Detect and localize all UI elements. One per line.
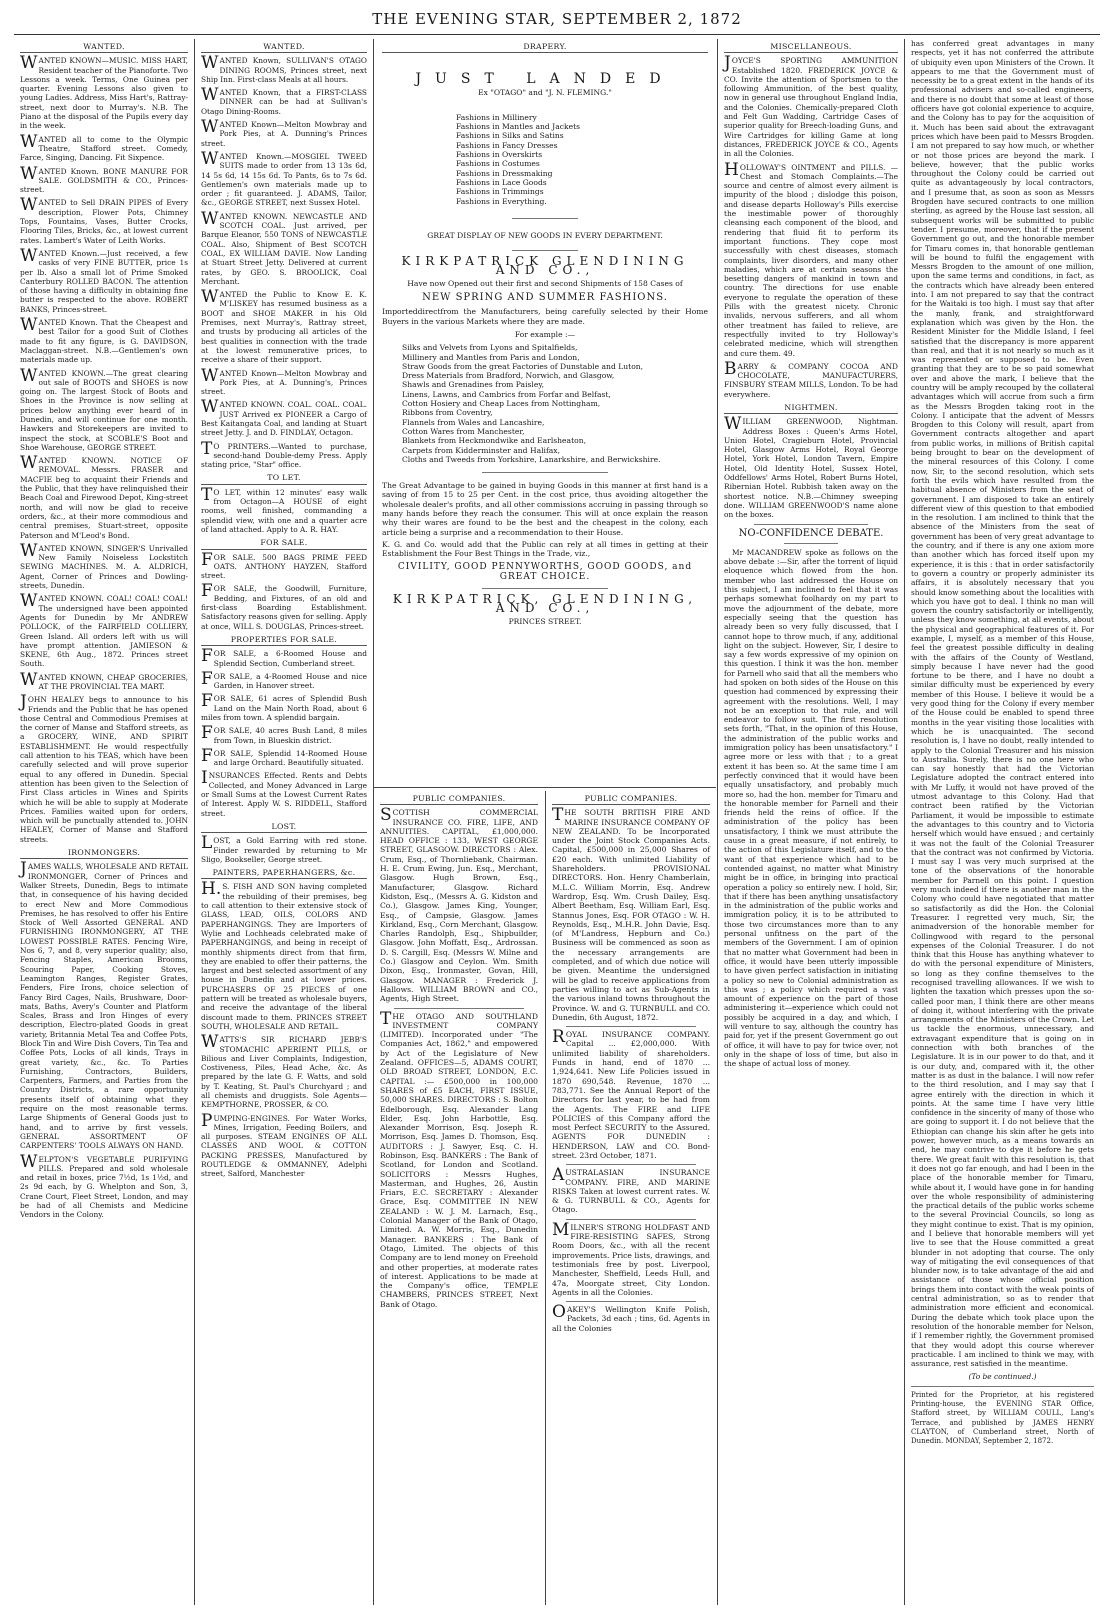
section-heading: MISCELLANEOUS.	[724, 42, 898, 53]
horizontal-rule	[374, 787, 716, 788]
advert-block	[201, 646, 367, 668]
advert-block	[20, 53, 188, 131]
section-heading: PUBLIC COMPANIES.	[380, 794, 538, 805]
goods-list	[402, 343, 708, 464]
advert-block	[724, 53, 898, 159]
advert-block	[201, 397, 367, 438]
advert: WANTED the Public to Know E. K. M'LISKEY has resumed business as a BOOT and SHOE MAKER in his Old Premises, next Murray's, Rattray street, and trusts by producing all articles of the best qualities in connection with the trade at the lowest remunerative prices, to receive a share of their support.	[201, 287, 367, 365]
advert-block	[20, 195, 188, 245]
advert: INSURANCES Effected. Rents and Debts Collected, and Money Advanced in Large or Small Sums at the Lowest Current Rates of Interest. Apply W. S. RIDDELL, Stafford street.	[201, 768, 367, 818]
debate-continued-text: has conferred great advantages in many respects, yet it has not conferred the attribute of ubiquity even upon Ministers of the Crown. It appears to me that the Government must of necessity be to a great extent in the hands of its professional advisers and so-called engineers, and there is no doubt that some at least of those officers have got colonial experience to acquire, and the Colony has to pay for the acquisition of it. Much has been said about the extravagant prices which have been paid to Messrs Brogden. I am not prepared to say how much, or whether or not those prices are beyond the mark. I believe, however, that the public works throughout the Colony could be carried out quite as advantageously by local contractors, and I presume that, as soon as soon as Messrs Brogden have secured contracts to one million sterling, as agreed by the House last session, all subsequent works will be submitted to public tender. I presume, moreover, that if the present Government go out, and the honorable member for Timaru comes in, that honorable gentleman will be bound to fulfil the engagement with Messrs Brogden to the amount of one million, upon the same terms and conditions, in fact, as the contracts which have already been entered into. I am not prepared to say that the contract for the Waitaki is too high. I must say that after the manly, frank, and straightforward explanation which was given by the Hon. the Resident Minister for the Middle Island, I feel satisfied that the discrepancy is more apparent than real, and that it is not nearly so much as it was represented or supposed to be. Even granting that they are to be so paid somewhat over and above the mark, I believe that the country will be amply recouped by the collateral advantages which will accrue from such a firm as the Messrs Brogden taking root in the Colony. I anticipate that the advent of Messrs Brogden to this Colony will result, apart from Government contracts altogether and apart from public works, in millions of British capital being brought to bear on the development of the mineral resources of this Colony. I come now, Sir, to the second resolution, which sets forth the evils which have resulted from the habitual absence of Ministers from the seat of government. I am disposed to take an entirely different view of this question to that embodied in the resolution. I am inclined to think that the absence of the Ministers from the seat of government has been of very great advantage to the country, and if there is any one axiom more than another which has forced itself upon my experience, it is this : that in order satisfactorily to govern a country or properly administer its affairs, it is absolutely necessary that you should know something about the localities with which you have got to deal. I think no man will govern the country satisfactorily or intelligently, unless they know something, at all events, about the physical and geographical features of it. For example, I, myself, as a member of this House, feel the greatest possible difficulty in dealing with the affairs of the County of Westland, simply because I have never had the good fortune to be there, and I have no doubt a similar difficulty must be experienced by every member of this House. I believe it would be a very good thing for the Colony if every member of the House could be enabled to spend three months in the year visiting those localities with which he is unacquainted. The second resolution is, I have no doubt, really intended to apply to the Colonial Treasurer and his mission to Australia. Surely, there is no one here who can say honestly that had the Victorian Legislature adopted the contract entered into with Mr Luffy, it would not have proved of the utmost advantage to this Colony. Had that contract been ratified by the Victorian Parliament, it would be impossible to estimate the advantages to this country and to Victoria herself which would have ensued ; and certainly it was not the fault of the Colonial Treasurer that the contract was not confirmed by Victoria. I must say I was very much surprised at the tone of the observations of the honorable member for Parnell on this point. I question very much indeed if there is another man in the Colony who could have negotiated that matter so satisfactorily as did the Hon. the Colonial Treasurer. I regretted very much, Sir, the animadversion of the honorable member for Collingwood with regard to the personal expenses of the Colonial Treasurer. I do not think that this House has anything whatever to do with the personal expenditure of Ministers, so long as they confine themselves to the recognised travelling allowances. If we wish to lighten the taxation which presses upon the so-called poor man, I think there are other means of doing it, without interfering with the private arrangements of the Ministers of the Crown. Let us tackle the enormous, unnecessary, and extravagant expenditure that is going on in connection with both branches of the Legislature. It is in our power to do that, and it is our duty, and, compared with it, the other matter is as dust in the balance. I will now refer to the third resolution, and I may say that I agree entirely with the direction in which it points. At the same time I have very little confidence in the sincerity of many of those who are going to support it. I do not believe that the Ethiopian can change his skin after he gets into power, however much, as a means towards an end, he may contrive to dye it before he gets there. We great fault with this resolution is, that it does not go far enough, and had I been in the place of the honorable member for Timaru, while about it, I would have gone in for handing over the whole responsibility of administering the practical details of the public works scheme to the several Provincial Councils, so long as they might continue to exist. That is my opinion, and I believe that honorable members will yet live to see that the House committed a great blunder in not adopting that course. The only way of mitigating the evil consequences of that blunder now, is to take advantage of the aid and assistance of those whose official position brings them into contact with the weak points of central administration, so as to render that administration more efficient and economical. During the debate which took place upon the resolution of the honorable member for Nelson, if I remember rightly, the Government promised that they would adopt this course wherever practicable. I am inclined to think we may, with assurance, rest satisfied in the meantime.	[911, 39, 1094, 1369]
advert: AUSTRALASIAN INSURANCE COMPANY. FIRE, AND MARINE RISKS Taken at lowest current rates. W. & G. TURNBULL & CO., Agents for Otago.	[552, 1165, 710, 1215]
just-landed-heading: JUST LANDED	[415, 71, 675, 88]
goods-item: Linens, Lawns, and Cambrics from Forfar and Belfast,	[402, 389, 611, 399]
advert-block	[20, 131, 188, 163]
advert-block	[201, 1032, 367, 1110]
advert-block	[201, 85, 367, 116]
advert-block	[20, 245, 188, 314]
advert: LOST, a Gold Earring with red stone. Finder rewarded by returning to Mr Sligo, Bookseller, George street.	[201, 833, 367, 864]
goods-item: Flannels from Wales and Lancashire,	[402, 417, 545, 427]
section-heading: NIGHTMEN.	[724, 403, 898, 414]
advert: SCOTTISH COMMERCIAL INSURANCE CO. FIRE, LIFE, AND ANNUITIES. CAPITAL, £1,000,000. HEAD OFFICE : 133, WEST GEORGE STREET, GLASGOW. DIRECTORS : Alex. Crum, Esq., of Thornliebank, Chairman. H. E. Crum Ewing, Jun. Esq., Merchant, Glasgow. Hugh Brown, Esq., Manufacturer, Glasgow. Richard Kidston, Esq., (Messrs A. G. Kidston and Co.), Glasgow. James King, Younger, Esq., of Campsie, Glasgow. James Kirkland, Esq., Corn Merchant, Glasgow. Charles Randolph, Esq., Shipbuilder, Glasgow. John Moffatt, Esq., Ardrossan. D. S. Cargill, Esq. (Messrs W. Milne and Co.) Glasgow and Ceylon. Wm. Smith Dixon, Esq., Ironmaster, Govan, Hill, Glasgow. MANAGER : Frederick J. Hallows. WILLIAM BROWN and CO., Agents, High Street.	[380, 805, 538, 1004]
advert-block	[201, 549, 367, 581]
fashion-item: Fashions in Everything.	[456, 196, 547, 206]
goods-item: Cloths and Tweeds from Yorkshire, Lanarkshire, and Berwickshire.	[402, 454, 661, 464]
advert: FOR SALE, 40 acres Bush Land, 8 miles from Town, in Blueskin district.	[201, 723, 367, 745]
public-companies-1	[374, 791, 544, 1601]
advert: WATTS'S SIR RICHARD JEBB'S STOMACHIC APERIENT PILLS, or Bilious and Liver Complaints, Indigestion, Costiveness, Piles, Head Ache, &c. As prepared by the late G. F. Watts, and sold by T. Keating, St. Paul's Churchyard ; and all chemists and druggists. Sole Agents—KEMPTHORNE, PROSSER, & CO.	[201, 1032, 367, 1110]
section-heading: WANTED.	[201, 42, 367, 53]
section-heading: PUBLIC COMPANIES.	[552, 794, 710, 805]
fashion-item: Fashions in Silks and Satins	[456, 131, 564, 141]
advert-block	[20, 692, 188, 844]
advert-block	[201, 438, 367, 470]
goods-item: Millinery and Mantles from Paris and London,	[402, 352, 580, 362]
public-companies-2	[546, 791, 716, 1601]
advert: WANTED Known, that a FIRST-CLASS DINNER can be had at Sullivan's Otago Dining-Rooms.	[201, 85, 367, 116]
advert-block	[201, 879, 367, 1031]
advert: MILNER'S STRONG HOLDFAST AND FIRE-RESISTING SAFES, Strong Room Doors, &c., with all the recent improvements. Price lists, drawings, and testimonials free by post. Liverpool, Manchester, Sheffield, Leeds Hull, and 47a, Moorgate street, City London. Agents in all the Colonies.	[552, 1219, 710, 1297]
advert: OAKEY'S Wellington Knife Polish, Packets, 3d each ; tins, 6d. Agents in all the Colonies	[552, 1302, 710, 1333]
section-heading: PAINTERS, PAPERHANGERS, &c.	[201, 868, 367, 879]
fashion-item: Fashions in Mantles and Jackets	[456, 122, 581, 132]
advert: JAMES WALLS, WHOLESALE AND RETAIL IRONMONGER, Corner of Princes and Walker Streets, Dunedin, Begs to intimate that, in consequence of his having decided to erect New and More Commodious Premises, he has resolved to offer his Entire Stock of Well Assorted GENERAL AND FURNISHING IRONMONGERY, AT THE LOWEST POSSIBLE RATES. Fencing Wire, Nos 6, 7, and 8, very superior quality; also, Fencing Staples, American Brooms, Scouring Paper, Cooking Stoves, Leamington Ranges, Register Grates, Fenders, Fire Irons, choice selection of Fancy Bird Cages, Nails, Brushware, Door-mats, Baths, Avery's Counter and Platform Scales, Brass and Iron Hinges of every description, Electro-plated Goods in great variety, Britannia Metal Tea and Coffee Pots, Block Tin and Wire Dish Covers, Tin Tea and Coffee Pots, Locks of all kinds, Trays in great variety, &c., &c. To Parties Furnishing, Contractors, Builders, Carpenters, Farmers, and Parties from the Country Districts, a rare opportunity presents itself of obtaining what they require on the most reasonable terms. Large Shipments of General Goods just to hand, and to arrive by first vessels. GENERAL ASSORTMENT OF CARPENTERS' TOOLS ALWAYS ON HAND.	[20, 859, 188, 1151]
fashion-item: Fashions in Millinery	[456, 112, 537, 122]
advert-block	[20, 315, 188, 365]
advert-block	[201, 53, 367, 84]
advert: FOR SALE, 61 acres of Splendid Bush Land on the Main North Road, about 6 miles from town. A splendid bargain.	[201, 691, 367, 722]
advert: WANTED KNOWN, CHEAP GROCERIES, AT THE PROVINCIAL TEA MART.	[20, 669, 188, 691]
kg-new: NEW SPRING AND SUMMER FASHIONS.	[422, 292, 668, 304]
advert-block	[724, 159, 898, 358]
for-example: For example :—	[514, 329, 576, 339]
goods-item: Blankets from Heckmondwike and Earlsheaton,	[402, 436, 587, 446]
advert: TO LET, within 12 minutes' easy walk from Octagon—A HOUSE of eight rooms, well finished, commanding a splendid view, with one and a quarter acre of land attached. Apply to A. R. HAY.	[201, 484, 367, 534]
fashions-list	[456, 113, 708, 206]
section-heading: TO LET.	[201, 473, 367, 484]
goods-item: Straw Goods from the great Factories of Dunstable and Luton,	[402, 361, 644, 371]
advert: FOR SALE, Splendid 14-Roomed House and large Orchard. Beautifully situated.	[201, 745, 367, 768]
advert-block	[724, 358, 898, 399]
advert: WANTED to Sell DRAIN PIPES of Every description, Flower Pots, Chimney Tops, Fountains, Vases, Butter Crocks, Flooring Tiles, Bricks, &c., at lowest current rates. Lambert's Water of Leith Works.	[20, 195, 188, 245]
advert: WANTED Known—Melton Mowbray and Pork Pies, at A. Dunning's, Princes street.	[201, 365, 367, 397]
advert: JOHN HEALEY begs to announce to his Friends and the Public that he has opened those Central and Commodious Premises at the corner of Manse and Stafford streets, as a GROCERY, WINE, AND SPIRIT ESTABLISHMENT. He would respectfully call attention to his TEAS, which have been carefully selected and will prove superior equal to any offered in Dunedin. Special attention has been given to the Selection of First Class articles in Wines and Spirits which he will be able to supply at Moderate Prices. Families waited upon for orders, which will be punctually attended to. JOHN HEALEY, Corner of Manse and Stafford streets.	[20, 692, 188, 844]
goods-item: Shawls and Grenadines from Paisley,	[402, 380, 545, 390]
fashion-item: Fashions in Costumes	[456, 159, 540, 169]
advert: THE OTAGO AND SOUTHLAND INVESTMENT COMPANY (LIMITED). Incorporated under "The Companies Act, 1862," and empowered by Act of the Legislature of New Zealand. OFFICES—5, ADAMS COURT, OLD BROAD STREET, LONDON, E.C. CAPITAL :— £500,000 in 100,000 SHARES of £5 EACH, FIRST ISSUE, 50,000 SHARES. DIRECTORS : S. Bolton Edelborough, Esq. Alexander Lang Elder, Esq. John Harbottle, Esq. Alexander Morrison, Esq. Joseph R. Morrison, Esq. James D. Thomson, Esq. AUDITORS : J. Sawyer, Esq. C. H. Robinson, Esq. BANKERS : The Bank of Scotland, for London and Scotland. SOLICITORS : Messrs Hughes, Masterman, and Hughes, 26, Austin Friars, E.C. SECRETARY : Alexander Grace, Esq. COMMITTEE IN NEW ZEALAND : W. J. M. Larnach, Esq., Colonial Manager of the Bank of Otago, Limited. A. W. Morris, Esq., Dunedin Manager. BANKERS : The Bank of Otago, Limited. The objects of this Company are to lend money on Freehold and other properties, at moderate rates of interest. Applications to be made at the Company's office, TEMPLE CHAMBERS, PRINCES STREET, Next Bank of Otago.	[380, 1008, 538, 1309]
advert: FOR SALE, the Goodwill, Furniture, Bedding, and Fixtures, of an old and first-class Boarding Establishment. Satisfactory reasons given for selling. Apply at once, WILL S. DOUGLAS, Princes-street.	[201, 581, 367, 631]
advert: FOR SALE, a 6-Roomed House and Splendid Section, Cumberland street.	[201, 646, 367, 668]
section-heading: FOR SALE.	[201, 538, 367, 549]
advert-block	[201, 691, 367, 722]
goods-item: Ribbons from Coventry,	[402, 408, 493, 418]
fashion-item: Fashions in Overskirts	[456, 150, 543, 160]
goods-item: Dress Materials from Bradford, Norwich, and Glasgow,	[402, 371, 615, 381]
advert: WANTED KNOWN. NOTICE OF REMOVAL. Messrs. FRASER and MACFIE beg to acquaint their Friends and the Public, that they have relinquished their Beach Coal and Firewood Depot, King-street north, and will now be glad to receive orders, &c., at their more commodious and central premises, Stuart-street, opposite Paterson and M'Leod's Bond.	[20, 453, 188, 540]
advert-block	[201, 148, 367, 208]
advert: WANTED KNOWN. COAL! COAL! COAL! The undersigned have been appointed Agents for Dunedin by Mr ANDREW POLLOCK, of the FAIRFIELD COLLIERY, Green Island. All orders left with us will have prompt attention. JAMIESON & SKENE, 6th Aug., 1872. Princes street South.	[20, 591, 188, 669]
imprint: Printed for the Proprietor, at his registered Printing-house, the EVENING STAR Office, Stafford street, by WILLIAM COULL, Lang's Terrace, and published by JAMES HENRY CLAYTON, of Cumberland street, North of Dunedin. MONDAY, September 2, 1872.	[911, 1390, 1094, 1446]
advert: PUMPING-ENGINES. For Water Works, Mines, Irrigation, Feeding Boilers, and all purposes. STEAM ENGINES OF ALL CLASSES AND WOOL & COTTON PACKING PRESSES, Manufactured by ROUTLEDGE & OMMANNEY, Adelphi street, Salford, Manchester	[201, 1110, 367, 1179]
debate-text: Mr MACANDREW spoke as follows on the above debate :—Sir, after the torrent of liquid eloquence which flowed from the hon. member who last addressed the House on this subject, I am inclined to feel that it was perhaps somewhat foolhardy on my part to move the adjournment of the debate, more especially seeing that the question has already been so very fully discussed, that I cannot hope to throw much, if any, additional light on the subject. However, Sir, I desire to say a few words expressive of my opinion on this question. I think it was the hon. member for Parnell who said that all the members who had spoken on both sides of the House on this question had commenced by expressing their agreement with the resolutions. Well, I may not be an exception to that rule, and will endeavor to follow suit. The first resolution sets forth, "That, in the opinion of this House, the administration of the public works and immigration policy has been unsatisfactory." I agree more or less with that ; to a great extent it has been so. At the same time I am perfectly convinced that it would have been equally unsatisfactory, and probably much more so, had the hon. member for Timaru and the honorable member for Parnell and their friends held the reins of office. If the administration of the policy has been unsatisfactory, I think we must attribute the cause in a great measure, if not entirely, to the action of this Legislature itself, and to the want of that experience which had to be contended against, no matter what Ministry might be in office, in bringing into practical operation a policy so entirely new. I hold, Sir, that if there has been anything unsatisfactory in the administration of the public works and immigration policy, it is to be attributed to those two circumstances more than to any personal unfitness on the part of the members of the Government. I am of opinion that no matter what Government had been in office, it would have been utterly impossible to have given perfect satisfaction in initiating a policy so new to Colonial administration as this was ; a policy which required a vast amount of experience on the part of those administering it—experience which could not possibly be acquired in a day, and which, I will venture to say, although the country has paid for, yet if the present Government go out of office, it will have to pay for twice over, not only in the shape of loss of time, but also in the shape of actual loss of money.	[724, 547, 898, 1069]
ex-line: Ex "OTAGO" and "J. N. FLEMING."	[478, 87, 612, 97]
advert: TO PRINTERS.—Wanted to purchase, second-hand Double-demy Press. Apply stating price, "Star" office.	[201, 438, 367, 470]
advert-block	[201, 365, 367, 397]
column-wanted-1	[14, 39, 194, 1605]
advert: WANTED KNOWN.—The great clearing out sale of BOOTS and SHOES is now going on. The largest Stock of Boots and Shoes in the Province is now selling at prices below anything ever heard of in Dunedin, and will continue for one month. Hawkers and Storekeepers are invited to inspect the stock, at SCOBLE'S Boot and Shoe Warehouse, GEORGE STREET.	[20, 365, 188, 452]
advert: ROYAL INSURANCE COMPANY. Capital ... £2,000,000. With unlimited liability of shareholders. Funds in hand, end of 1870 ... 1,924,641. New Life Policies issued in 1870 690,548. Revenue, 1870 ... 783,771. See the Annual Report of the Directors for last year, to be had from the Agents. The FIRE and LIFE POLICIES of this Company afford the most Perfect SECURITY to the Assured. AGENTS FOR DUNEDIN : HENDERSON, LAW and CO. Bond-street. 23rd October, 1871.	[552, 1027, 710, 1160]
advert: WANTED Known—Melton Mowbray and Pork Pies, at A. Dunning's Princes street.	[201, 117, 367, 148]
section-heading: DRAPERY.	[382, 42, 708, 53]
advert-block	[20, 163, 188, 195]
advert: WILLIAM GREENWOOD, Nightman. Address Boxes : Queen's Arms Hotel, Union Hotel, Cragieburn Hotel, Provincial Hotel, Glasgow Arms Hotel, Royal George Hotel, York Hotel, London Tavern, Empire Hotel, Old Identity Hotel, Sussex Hotel, Oddfellows' Arms Hotel, Robert Burns Hotel, Ribernian Hotel. Rubbish taken away on the shortest notice. N.B.—Chimney sweeping done. WILLIAM GREENWOOD'S name alone on the boxes.	[724, 414, 898, 520]
advert-block	[201, 287, 367, 365]
advert: WANTED Known. That the Cheapest and best Tailor for a good Suit of Clothes made to fit any figure, is G. DAVIDSON, Maclaggan-street. N.B.—Gentlemen's own materials made up.	[20, 315, 188, 365]
advert-block	[20, 591, 188, 669]
advert-block	[201, 745, 367, 768]
drapery-block	[374, 39, 716, 719]
advert-block	[20, 1151, 188, 1220]
great-display: GREAT DISPLAY OF NEW GOODS IN EVERY DEPARTMENT.	[427, 230, 663, 240]
advert: WANTED Known. BONE MANURE FOR SALE. GOLDSMITH & CO., Princes-street.	[20, 163, 188, 195]
fashion-item: Fashions in Dressmaking	[456, 168, 553, 178]
advert: WANTED KNOWN, SINGER'S Unrivalled New Family Noiseless Lockstitch SEWING MACHINES. M. A. ALDRICH, Agent, Corner of Princes and Dowling-streets, Dunedin.	[20, 540, 188, 591]
to-be-continued: (To be continued.)	[968, 1372, 1037, 1382]
advert: WANTED KNOWN—MUSIC. MISS HART, Resident teacher of the Pianoforte. Two Lessons a week. Terms, One Guinea per quarter. Evening Lessons also given to young Ladies. Address, Miss Hart's, Rattray-street, next door to Murray's. N.B. The Piano at the disposal of the Pupils every day in the week.	[20, 53, 188, 131]
column-debate-continued	[905, 39, 1100, 1605]
kg-invite: K. G. and Co. would add that the Public can rely at all times in getting at their Establishment the Four Best Things in the Trade, viz.,	[382, 539, 708, 559]
advert: WANTED KNOWN. NEWCASTLE AND SCOTCH COAL. Just arrived, per Barque Eleanor, 550 TONS of NEWCASTLE COAL. Also, Shipment of Best SCOTCH COAL, EX WILLIAM DAVIE. Now Landing at Stuart Street Jetty. Delivered at current rates, by GEO. S. BROOLICK, Coal Merchant.	[201, 208, 367, 286]
advert-block	[20, 540, 188, 591]
section-heading: WANTED.	[20, 42, 188, 53]
advert-block	[201, 117, 367, 148]
advert: HOLLOWAY'S OINTMENT and PILLS. —Chest and Stomach Complaints.—The source and centre of almost every ailment is impurity of the blood ; dislodge this poison, and disease departs Holloway's Pills exercise the inestimable power of thoroughly cleansing each component of the blood, and rendering that fluid fit to perform its important functions. They cope most successfully with chest diseases, stomach complaints, liver disorders, and many other maladies, which are at certain seasons the besetting dangers of mankind in town and country. The directions for use enable everyone to regulate the operation of these Pills with the greatest nicety. Chronic invalids, nervous sufferers, and all whom other treatment has failed to relieve, are respectfully invited to try Holloway's celebrated medicine, which will strengthen and cure them. 49.	[724, 159, 898, 358]
section-heading: LOST.	[201, 822, 367, 833]
kg-import: Importeddirectfrom the Manufacturers, being carefully selected by their Home Buyers in the various Markets where they are made.	[382, 307, 708, 326]
advert: H.S. FISH AND SON having completed the rebuilding of their premises, beg to call attention to their extensive stock of GLASS, LEAD, OILS, COLORS AND PAPERHANGINGS. They are Importers of Wylie and Lochheads celebrated make of PAPERHANGINGS, and being in receipt of monthly shipments direct from that firm, they are enabled to offer their patterns, the largest and best selected assortment of any house in Dunedin and at lower prices. PURCHASERS OF 25 PIECES of one pattern will be treated as wholesale buyers, and receive the advantage of the liberal discount made to them. PRINCES STREET SOUTH, WHOLESALE AND RETAIL.	[201, 879, 367, 1031]
advert: WELPTON'S VEGETABLE PURIFYING PILLS. Prepared and sold wholesale and retail in boxes, price 7½d, 1s 1½d, and 2s 9d each, by G. Whelpton and Son, 3, Crane Court, Fleet Street, London, and may be had of all Chemists and Medicine Vendors in the Colony.	[20, 1151, 188, 1220]
goods-item: Cotton Hosiery and Cheap Laces from Nottingham,	[402, 399, 601, 409]
fashion-item: Fashions in Trimmings	[456, 187, 544, 197]
goods-item: Silks and Velvets from Lyons and Spitalfields,	[402, 343, 578, 353]
advert: BARRY & COMPANY COCOA AND CHOCOLATE, MANUFACTURERS, FINSBURY STEAM MILLS, London. To be had everywhere.	[724, 358, 898, 399]
goods-item: Cotton Wares from Manchester,	[402, 426, 525, 436]
kg-title-2: KIRKPATRICK, GLENDINING, AND CO.,	[392, 592, 698, 616]
advert: WANTED Known.—MOSGIEL TWEED SUITS made to order from 13 13s 6d, 14 5s 6d, 14 15s 6d. To Pants, 6s to 7s 6d. Gentlemen's own materials made up to order ; fit guaranteed. J. ADAMS, Tailor, &c., GEORGE STREET, next Sussex Hotel.	[201, 148, 367, 208]
section-heading: PROPERTIES FOR SALE.	[201, 635, 367, 646]
fashion-item: Fashions in Fancy Dresses	[456, 140, 558, 150]
advert-block	[201, 768, 367, 818]
advert: WANTED KNOWN. COAL. COAL. COAL. JUST Arrived ex PIONEER a Cargo of Best Kaitangata Coal, and landing at Stuart street Jetty. J. and D. FINDLAY, Octagon.	[201, 397, 367, 438]
advert: WANTED all to come to the Olympic Theatre, Stafford street. Comedy, Farce, Singing, Dancing. Fit Sixpence.	[20, 131, 188, 163]
advert: WANTED Known, SULLIVAN'S OTAGO DINING ROOMS, Princes street, next Ship Inn. First-class Meals at all hours.	[201, 53, 367, 84]
kg-title: KIRKPATRICK GLENDINING AND CO.,	[401, 254, 689, 278]
goods-item: Carpets from Kidderminster and Halifax,	[402, 445, 561, 455]
princes-street: PRINCES STREET.	[508, 616, 582, 626]
advert: FOR SALE, a 4-Roomed House and nice Garden, in Hanover street.	[201, 668, 367, 691]
advert-block	[20, 669, 188, 692]
advert-block	[201, 1110, 367, 1179]
advert-block	[20, 859, 188, 1151]
columns	[14, 35, 1100, 1605]
advert-block	[201, 581, 367, 631]
column-miscellaneous	[718, 39, 904, 1605]
advert-block	[20, 453, 188, 540]
section-heading: IRONMONGERS.	[20, 848, 188, 859]
advantage-text: The Great Advantage to be gained in buying Goods in this manner at first hand is a saving of from 15 to 25 per Cent. in the cost price, thus avoiding altogether the wholesale dealer's profits, and all other commissions accruing in passing through so many hands before they reach the consumer. This will at once explain the reason why their wares are found to be the best and the cheapest in the colony, each article being a surprise and a recommendation to their House.	[382, 481, 708, 537]
advert: THE SOUTH BRITISH FIRE AND MARINE INSURANCE COMPANY OF NEW ZEALAND. To be Incorporated under the Joint Stock Companies Acts. Capital, £500,000 in 25,000 Shares of £20 each. With unlimited Liability of Shareholders. PROVISIONAL DIRECTORS. Hon. Henry Chamberlain, M.L.C. William Morrin, Esq. Andrew Wardrop, Esq. Wm. Crush Dailey, Esq. Albert Beetham, Esq. William Earl, Esq. Stannus Jones, Esq. FOR OTAGO : W. H. Reynolds, Esq., M.H.R. John Davie, Esq. (of M'Landress, Hepburn and Co.) Business will be commenced as soon as the necessary arrangements are completed, and of which due notice will be given. Meantime the undersigned will be glad to receive applications from parties willing to act as Sub-Agents in the various inland towns throughout the Province. W. and G. TURNBULL and CO. Dunedin, 6th August, 1872.	[552, 805, 710, 1022]
column-wanted-2	[195, 39, 373, 1605]
advert: FOR SALE. 500 BAGS PRIME FEED OATS. ANTHONY HAYZEN, Stafford street.	[201, 549, 367, 581]
advert-block	[201, 668, 367, 691]
advert: JOYCE'S SPORTING AMMUNITION Established 1820. FREDERICK JOYCE & CO. Invite the attention of Sportsmen to the following Ammunition, of the best quality, now in general use throughout England India, and the Colonies. Chemically-prepared Cloth and Felt Gun Wadding, Cartridge Cases of superior quality for Breech-loading Guns, and Wire Cartridges for killing Game at long distances, FREDERICK JOYCE & CO., Agents in all the Colonies.	[724, 53, 898, 159]
advert-block	[201, 723, 367, 745]
debate-title: NO-CONFIDENCE DEBATE.	[738, 527, 884, 539]
kg-intro: Have now Opened out their first and second Shipments of 158 Cases of	[407, 278, 683, 288]
advert-block	[201, 208, 367, 286]
advert-block	[20, 365, 188, 453]
masthead: THE EVENING STAR, SEPTEMBER 2, 1872	[14, 8, 1100, 35]
civility: CIVILITY, GOOD PENNYWORTHS, GOOD GOODS, and GREAT CHOICE.	[397, 562, 693, 582]
fashion-item: Fashions in Lace Goods	[456, 177, 547, 187]
advert: WANTED Known.—Just received, a few casks of very FINE BUTTER, price 1s per lb. Also a small lot of Prime Smoked Canterbury ROLLED BACON. The attention of those having a difficulty in obtaining fine butter is respected to the above. ROBERT BANKS, Princes-street.	[20, 245, 188, 314]
